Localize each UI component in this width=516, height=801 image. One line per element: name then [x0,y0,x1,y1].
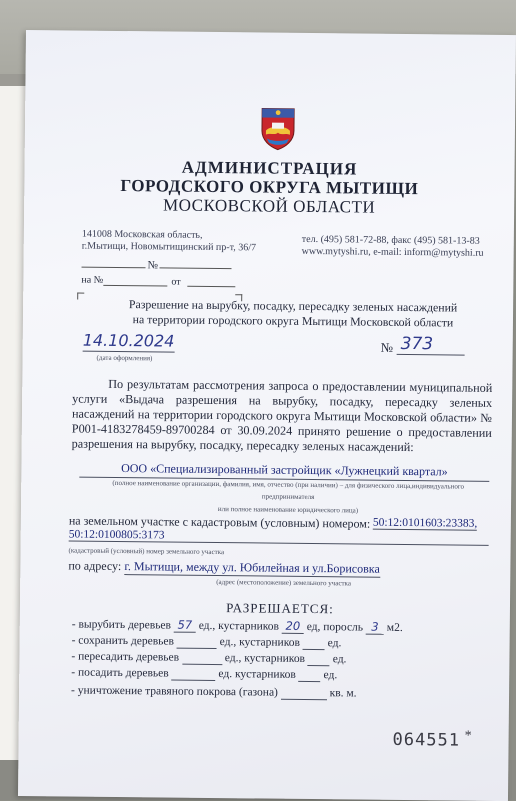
permits-heading: РАЗРЕШАЕТСЯ: [226,600,334,617]
permit-move-trees-blank [182,652,222,665]
serial-mark: * [464,728,472,744]
doc-title-line-2: на территории городского округа Мытищи Московской области [132,312,454,330]
address-line-value: г. Мытищи, между ул. Юбилейная и ул.Борисовка [124,559,380,578]
applicant-caption-2: предпринимателя [261,492,315,502]
permit-keep-trees-blank [177,636,217,649]
address-left-2: г.Мытищи, Новомытищинский пр-т, 36/7 [81,240,257,254]
address-left-1: 141008 Московская область, [81,228,203,241]
permit-cut-trees: 57 [174,618,196,633]
permit-move-text-c: ед. [332,653,347,666]
reg-line-4 [187,286,235,288]
issue-number: 373 [397,334,465,356]
issue-date-caption: (дата оформления) [96,353,153,363]
reg-number-label: № [147,259,159,272]
permit-keep-shrubs-blank [303,637,325,650]
permit-move-shrubs-blank [308,653,330,666]
document-sheet [18,30,516,801]
permit-cut-shrubs: 20 [282,619,304,634]
permit-grass-text-b: кв. м. [329,687,357,700]
issue-date: 14.10.2024 [83,331,175,353]
address-line-label: по адресу: [68,558,122,574]
permit-plant-text-b: ед. кустарников [218,668,296,681]
permit-plant-trees-blank [171,668,215,681]
reg-line-3 [103,285,167,287]
address-right-1: тел. (495) 581-72-88, факс (495) 581-13-83 [301,233,480,247]
permit-plant-row [71,667,337,683]
permit-plant-shrubs-blank [299,669,321,682]
applicant-name: ООО «Специализированный застройщик «Лужнецкий квартал» [79,461,489,482]
doc-title-line-1: Разрешение на вырубку, посадку, пересадку зеленых насаждений [128,297,458,315]
parcel-number-1: 50:12:0101603:23383, [372,516,478,530]
permit-cut-text-a: - вырубить деревьев [71,618,172,632]
permit-plant-text-c: ед. [323,669,338,682]
header-line-1: АДМИНИСТРАЦИЯ [181,157,358,179]
issue-number-label: № [380,339,394,355]
reg-ot-label: от [171,276,181,288]
parcel-number-2: 50:12:0100805:3173 [69,528,489,545]
main-paragraph: По результатам рассмотрения запроса о предоставлении муниципальной услуги «Выдача разрешения на вырубку, посадку, пересадку зеленых насаждений на территории городского округа Мытищи Московской области» № Р001-4183278459-89700284 от 30.09.2024 принято решение о предоставлении разрешения на вырубку, посадку, пересадку зеленых насаждений: [71,376,493,455]
permit-keep-text-a: - сохранить деревьев [71,634,175,648]
permit-plant-text-a: - посадить деревьев [71,666,169,680]
address-right-2: www.mytyshi.ru, e-mail: inform@mytyshi.ru [301,245,484,259]
reg-na-label: на № [81,274,104,286]
permit-cut-row [72,617,403,635]
permit-cut-growth: 3 [366,620,384,635]
permit-grass-blank [281,687,327,700]
parcel-caption: (кадастровый (условный) номер земельного участка [68,546,225,557]
permit-grass-row [71,685,357,701]
permit-move-row [71,651,346,667]
applicant-caption-3: или полное наименование юридического лица) [217,505,359,515]
parcel-label: на земельном участке с кадастровым (условным) номером: [68,513,371,531]
applicant-caption-1: (полное наименование организации, фамилия, имя, отчество (при наличии) – для физического лица,индивидуального [112,478,465,491]
permit-cut-text-d: м2. [386,621,403,634]
reg-line-2 [160,267,232,269]
permit-cut-text-c: ед, поросль [306,620,364,634]
permit-move-text-a: - пересадить деревьев [71,650,180,664]
serial-number: 064551 [392,729,461,751]
permit-keep-text-c: ед. [327,637,342,650]
permit-keep-text-b: ед., кустарников [219,636,301,649]
permit-move-text-b: ед., кустарников [224,652,306,665]
address-line-caption: (адрес (местоположение) земельного участка [216,578,352,588]
reg-line-1 [82,267,146,269]
header-line-3: МОСКОВСКОЙ ОБЛАСТИ [163,195,376,217]
permit-grass-text-a: - уничтожение травяного покрова (газона) [71,684,278,699]
permit-keep-row [72,635,342,651]
bracket-left [77,293,84,300]
header-line-2: ГОРОДСКОГО ОКРУГА МЫТИЩИ [120,175,419,199]
coat-of-arms-icon [259,104,297,150]
permit-cut-text-b: ед., кустарников [198,619,280,633]
